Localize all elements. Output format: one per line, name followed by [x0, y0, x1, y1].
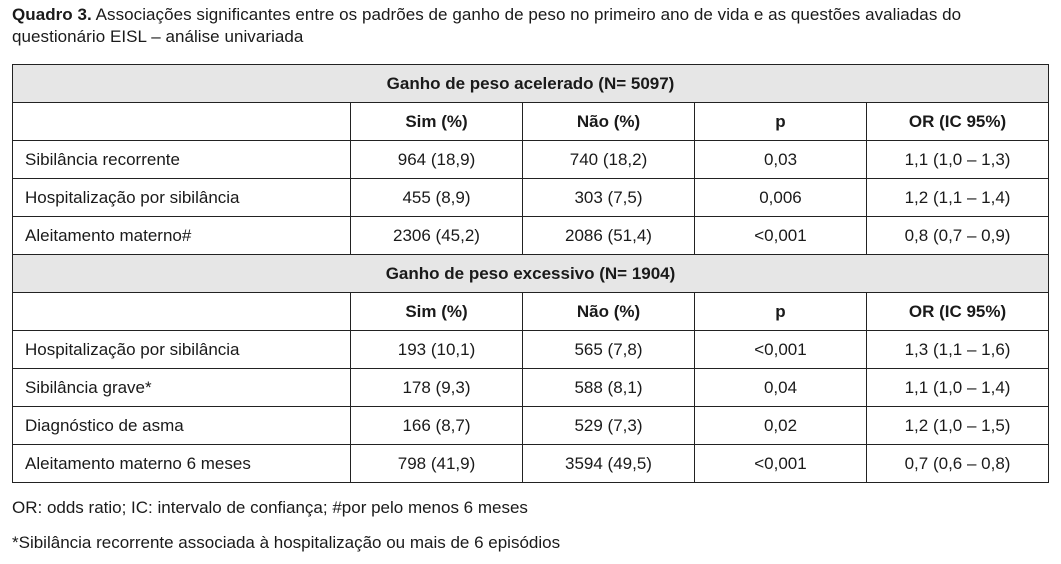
row-label: Sibilância grave*: [13, 369, 351, 407]
table-cell: 1,1 (1,0 – 1,3): [867, 141, 1049, 179]
table-row: [13, 141, 1049, 179]
table-row: [13, 369, 1049, 407]
section-header-row: [13, 255, 1049, 293]
table-row: [13, 445, 1049, 483]
table-cell: 455 (8,9): [351, 179, 523, 217]
caption-text: Associações significantes entre os padrões de ganho de peso no primeiro ano de vida e as questões avaliadas do questionário EISL – análise univariada: [12, 5, 962, 46]
table-cell: 0,8 (0,7 – 0,9): [867, 217, 1049, 255]
row-label: Hospitalização por sibilância: [13, 179, 351, 217]
column-header: p: [695, 293, 867, 331]
table-cell: <0,001: [695, 445, 867, 483]
column-header: Não (%): [523, 293, 695, 331]
table-row: [13, 407, 1049, 445]
row-label: Sibilância recorrente: [13, 141, 351, 179]
table-cell: 964 (18,9): [351, 141, 523, 179]
column-header: OR (IC 95%): [867, 103, 1049, 141]
table-row: [13, 217, 1049, 255]
table-cell: <0,001: [695, 331, 867, 369]
table-cell: 2306 (45,2): [351, 217, 523, 255]
column-header: p: [695, 103, 867, 141]
section-title: Ganho de peso acelerado (N= 5097): [13, 65, 1049, 103]
table-cell: <0,001: [695, 217, 867, 255]
table-caption: [12, 4, 1052, 48]
table-cell: 529 (7,3): [523, 407, 695, 445]
table-cell: 303 (7,5): [523, 179, 695, 217]
table-cell: 0,006: [695, 179, 867, 217]
results-table: [12, 64, 1049, 483]
table-cell: 565 (7,8): [523, 331, 695, 369]
table-cell: 0,04: [695, 369, 867, 407]
table-cell: 0,03: [695, 141, 867, 179]
footnote-asterisk: *Sibilância recorrente associada à hospitalização ou mais de 6 episódios: [12, 533, 561, 552]
table-cell: 798 (41,9): [351, 445, 523, 483]
table-cell: 166 (8,7): [351, 407, 523, 445]
table-row: [13, 331, 1049, 369]
table-cell: 1,2 (1,1 – 1,4): [867, 179, 1049, 217]
column-header: Sim (%): [351, 293, 523, 331]
table-cell: 178 (9,3): [351, 369, 523, 407]
column-header: Não (%): [523, 103, 695, 141]
column-header: [13, 103, 351, 141]
caption-label: Quadro 3.: [12, 5, 92, 24]
table-cell: 1,2 (1,0 – 1,5): [867, 407, 1049, 445]
table-row: [13, 179, 1049, 217]
row-label: Hospitalização por sibilância: [13, 331, 351, 369]
column-header: Sim (%): [351, 103, 523, 141]
section-title: Ganho de peso excessivo (N= 1904): [13, 255, 1049, 293]
column-header-row: [13, 103, 1049, 141]
table-cell: 193 (10,1): [351, 331, 523, 369]
table-cell: 1,3 (1,1 – 1,6): [867, 331, 1049, 369]
table-cell: 1,1 (1,0 – 1,4): [867, 369, 1049, 407]
column-header: OR (IC 95%): [867, 293, 1049, 331]
table-cell: 0,7 (0,6 – 0,8): [867, 445, 1049, 483]
row-label: Aleitamento materno#: [13, 217, 351, 255]
table-cell: 588 (8,1): [523, 369, 695, 407]
table-cell: 2086 (51,4): [523, 217, 695, 255]
table-cell: 3594 (49,5): [523, 445, 695, 483]
section-header-row: [13, 65, 1049, 103]
footnote-abbreviations: OR: odds ratio; IC: intervalo de confiança; #por pelo menos 6 meses: [12, 498, 528, 517]
row-label: Aleitamento materno 6 meses: [13, 445, 351, 483]
table-cell: 0,02: [695, 407, 867, 445]
column-header: [13, 293, 351, 331]
table-cell: 740 (18,2): [523, 141, 695, 179]
row-label: Diagnóstico de asma: [13, 407, 351, 445]
column-header-row: [13, 293, 1049, 331]
